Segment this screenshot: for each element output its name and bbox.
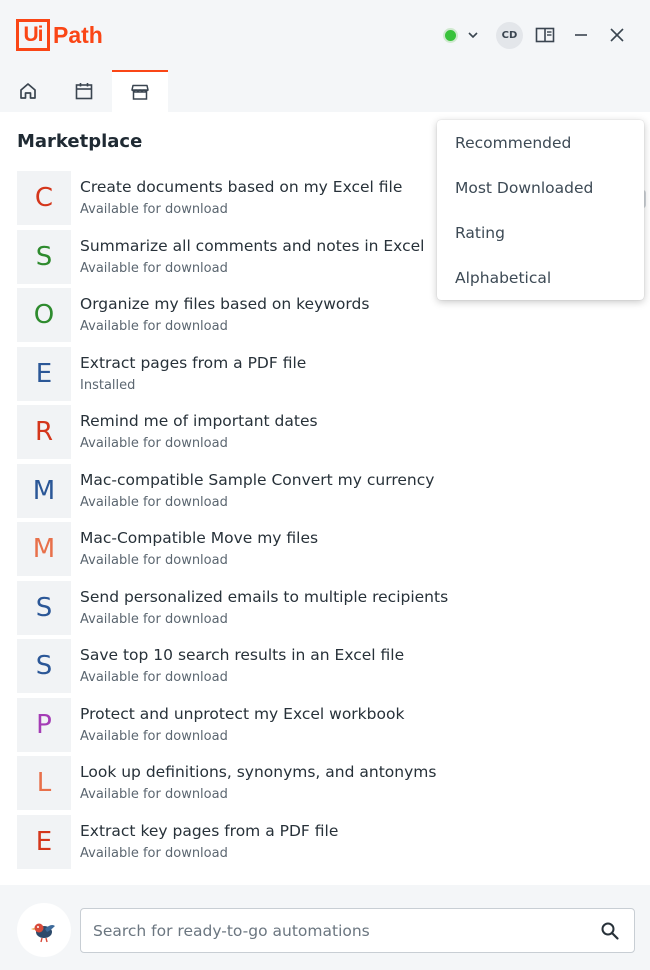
item-letter-icon: M: [17, 522, 71, 576]
item-letter-icon: M: [17, 464, 71, 518]
list-item[interactable]: [17, 698, 637, 757]
list-item[interactable]: [17, 464, 637, 523]
item-title: Extract pages from a PDF file: [80, 353, 307, 372]
item-letter-icon: S: [17, 581, 71, 635]
item-title: Save top 10 search results in an Excel file: [80, 646, 405, 664]
search-input[interactable]: [93, 909, 583, 952]
item-letter-icon: C: [17, 171, 71, 225]
store-icon: [130, 82, 150, 102]
item-title: Create documents based on my Excel file: [80, 178, 403, 196]
item-title: Organize my files based on keywords: [80, 295, 370, 313]
item-letter-icon: L: [17, 756, 71, 810]
item-letter-icon: O: [17, 288, 71, 342]
item-title: Protect and unprotect my Excel workbook: [80, 704, 405, 723]
list-item[interactable]: [17, 756, 637, 815]
side-panel-icon[interactable]: [535, 25, 555, 45]
item-title: Remind me of important dates: [80, 412, 318, 430]
search-icon[interactable]: [600, 921, 620, 941]
item-status: Available for download: [80, 436, 228, 451]
tab-home[interactable]: [0, 70, 56, 112]
item-title: Mac-Compatible Move my files: [80, 529, 319, 547]
uipath-logo: [16, 19, 103, 51]
item-letter-icon: R: [17, 405, 71, 459]
close-icon[interactable]: [607, 25, 627, 45]
assistant-button[interactable]: [17, 903, 71, 957]
item-letter-icon: S: [17, 230, 71, 284]
tab-calendar[interactable]: [56, 70, 112, 112]
item-letter-icon: E: [17, 347, 71, 401]
item-status: Available for download: [80, 670, 228, 685]
item-letter-icon: S: [17, 639, 71, 693]
sort-option-alphabetical[interactable]: Alphabetical: [455, 268, 552, 287]
list-item[interactable]: [17, 405, 637, 464]
item-status: Available for download: [80, 202, 228, 217]
title-bar: [0, 0, 650, 70]
calendar-icon: [74, 81, 94, 101]
item-letter-icon: E: [17, 815, 71, 869]
chevron-down-icon[interactable]: [466, 28, 480, 42]
logo-text: Path: [53, 21, 103, 48]
item-title: Look up definitions, synonyms, and antonyms: [80, 763, 437, 781]
item-title: Mac-compatible Sample Convert my currency: [80, 470, 435, 489]
list-item[interactable]: [17, 522, 637, 581]
sort-option-recommended[interactable]: Recommended: [455, 133, 572, 152]
item-status: Available for download: [80, 553, 228, 568]
sort-option-rating[interactable]: Rating: [455, 223, 505, 242]
page-title: Marketplace: [17, 131, 143, 152]
list-item[interactable]: [17, 347, 637, 406]
item-status: Available for download: [80, 845, 228, 861]
sort-dropdown-menu: [437, 120, 644, 300]
sort-option-most-downloaded[interactable]: Most Downloaded: [455, 178, 594, 197]
list-item[interactable]: [17, 639, 637, 698]
home-icon: [18, 81, 38, 101]
item-status: Installed: [80, 377, 136, 393]
item-status: Available for download: [80, 260, 228, 276]
user-avatar[interactable]: CD: [496, 22, 523, 49]
item-status: Available for download: [80, 787, 228, 802]
item-status: Available for download: [80, 728, 228, 744]
list-item[interactable]: [17, 581, 637, 640]
item-title: Extract key pages from a PDF file: [80, 821, 339, 840]
bird-assistant-icon: [29, 915, 59, 945]
status-indicator-icon[interactable]: [443, 28, 458, 43]
bottom-bar: [0, 885, 650, 970]
tab-marketplace[interactable]: [112, 70, 168, 112]
item-status: Available for download: [80, 319, 228, 334]
item-status: Available for download: [80, 611, 228, 627]
search-box[interactable]: [80, 908, 635, 953]
tab-bar: [0, 70, 650, 112]
item-title: Send personalized emails to multiple recipients: [80, 587, 449, 606]
list-item[interactable]: [17, 815, 637, 874]
item-title: Summarize all comments and notes in Excel: [80, 236, 425, 255]
item-letter-icon: P: [17, 698, 71, 752]
item-status: Available for download: [80, 494, 228, 510]
minimize-icon[interactable]: [571, 25, 591, 45]
logo-box: Ui: [16, 19, 50, 51]
